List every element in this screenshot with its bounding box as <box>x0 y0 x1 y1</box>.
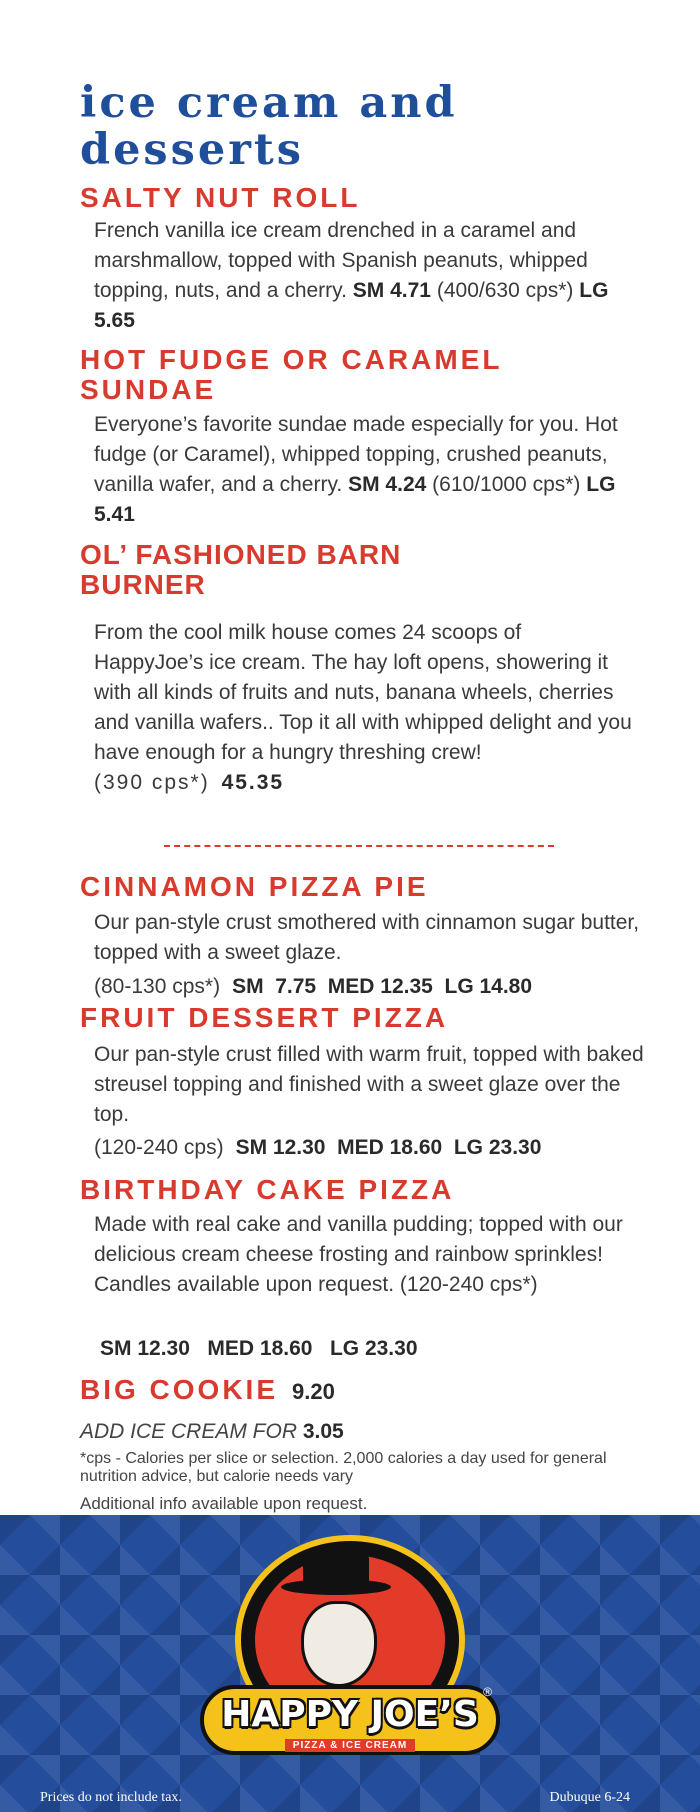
calories: (610/1000 cps*) <box>432 473 581 496</box>
item-title-birthday-cake-pizza: BIRTHDAY CAKE PIZZA <box>80 1174 455 1205</box>
item-desc-text: From the cool milk house comes 24 scoops of HappyJoe’s ice cream. The hay loft opens, showering it with all kinds of fruits and nuts, banana wheels, cherries and vanilla wafers.. Top it all with whipped delight and you have enough for a hungry threshing crew! <box>94 621 632 764</box>
mascot-face-icon <box>301 1601 377 1687</box>
price-line-birthday-cake-pizza <box>100 1334 418 1364</box>
happy-joes-logo <box>200 1535 500 1775</box>
sizes: SM 12.30 MED 18.60 LG 23.30 <box>235 1136 542 1159</box>
calories: (390 cps*) <box>94 771 210 794</box>
item-desc-hot-fudge-sundae <box>94 410 654 530</box>
add-ice-cream-note <box>80 1420 344 1444</box>
calories: (80-130 cps*) <box>94 975 221 998</box>
brand-name: HAPPY JOE’S <box>221 1694 479 1735</box>
addon-price: 3.05 <box>302 1420 344 1443</box>
price-lg: LG 5.41 <box>94 473 616 526</box>
price-line-cinnamon-pizza-pie <box>94 972 532 1002</box>
item-title-hot-fudge-sundae: HOT FUDGE OR CARAMEL SUNDAE <box>80 344 502 405</box>
price-line-fruit-dessert-pizza <box>94 1133 541 1163</box>
calories: (400/630 cps*) <box>436 279 574 302</box>
tax-note: Prices do not include tax. <box>40 1790 182 1805</box>
item-desc-fruit-dessert-pizza: Our pan-style crust filled with warm fruit, topped with baked streusel topping and finished with a sweet glaze over the top. <box>94 1043 644 1126</box>
logo-banner <box>200 1685 500 1755</box>
footer <box>0 1515 700 1812</box>
item-title-big-cookie <box>80 1375 335 1407</box>
item-desc-barn-burner <box>94 618 634 798</box>
location-date: Dubuque 6-24 <box>549 1790 630 1805</box>
addon-label: ADD ICE CREAM FOR <box>80 1420 298 1443</box>
sizes: SM 7.75 MED 12.35 LG 14.80 <box>232 975 533 998</box>
price-lg: LG 5.65 <box>94 279 609 332</box>
item-title-cinnamon-pizza-pie: CINNAMON PIZZA PIE <box>80 871 429 902</box>
price-sm: SM 4.71 <box>352 279 431 302</box>
registered-mark: ® <box>483 1685 492 1699</box>
price: 45.35 <box>221 771 285 794</box>
calorie-footnote: *cps - Calories per slice or selection. 2,000 calories a day used for general nutrition advice, but calorie needs vary <box>80 1450 607 1485</box>
divider <box>164 845 554 847</box>
item-title-barn-burner: OL’ FASHIONED BARN BURNER <box>80 539 402 600</box>
price: 9.20 <box>292 1379 335 1404</box>
hat-brim-icon <box>281 1579 391 1595</box>
item-desc-cinnamon-pizza-pie: Our pan-style crust smothered with cinnamon sugar butter, topped with a sweet glaze. <box>94 911 640 964</box>
item-desc-text: French vanilla ice cream drenched in a caramel and marshmallow, topped with Spanish peanuts, whipped topping, nuts, and a cherry. <box>94 219 588 302</box>
item-desc-salty-nut-roll <box>94 216 654 336</box>
section-title: ice cream and desserts <box>80 78 458 175</box>
brand-tagline: PIZZA & ICE CREAM <box>285 1739 415 1752</box>
item-desc-birthday-cake-pizza: Made with real cake and vanilla pudding; topped with our delicious cream cheese frosting and rainbow sprinkles! Candles available upon request. (120-240 cps*) <box>94 1213 623 1296</box>
sizes: SM 12.30 MED 18.60 LG 23.30 <box>100 1337 418 1360</box>
additional-info: Additional info available upon request. <box>80 1494 368 1513</box>
price-sm: SM 4.24 <box>348 473 427 496</box>
item-title-fruit-dessert-pizza: FRUIT DESSERT PIZZA <box>80 1002 449 1033</box>
item-title-salty-nut-roll: SALTY NUT ROLL <box>80 182 361 213</box>
item-desc-text: Everyone’s favorite sundae made especially for you. Hot fudge (or Caramel), whipped topping, crushed peanuts, vanilla wafer, and a cherry. <box>94 413 618 496</box>
big-cookie-label: BIG COOKIE <box>80 1374 279 1405</box>
calories: (120-240 cps) <box>94 1136 224 1159</box>
